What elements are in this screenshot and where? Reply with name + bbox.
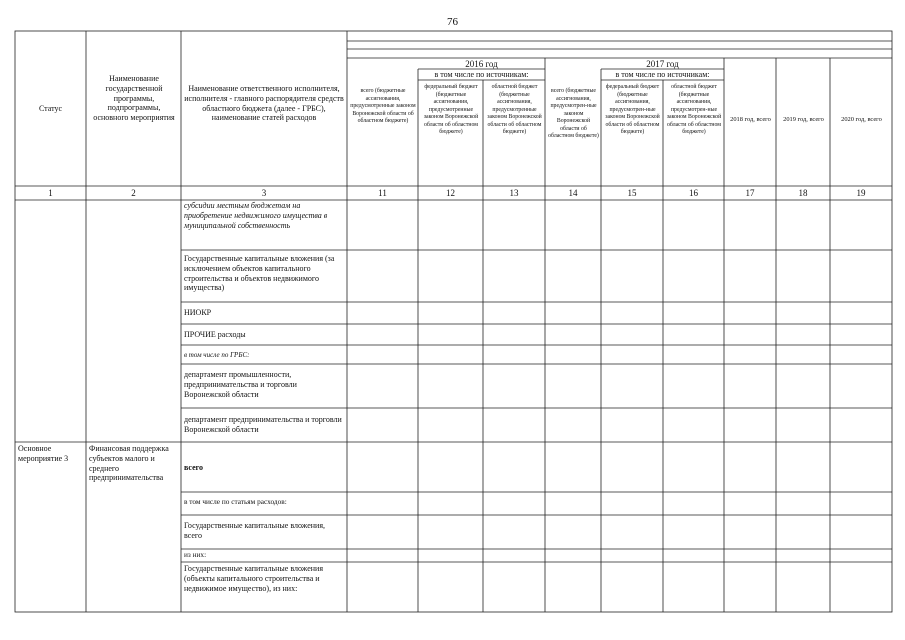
program-main-activity-3: Финансовая поддержка субъектов малого и среднего предпринимательства	[89, 444, 169, 483]
header-status: Статус	[38, 104, 63, 113]
row-capital-objects: Государственные капитальные вложения (объекты капитального строительства и недвижимое имущество), из них:	[184, 564, 324, 593]
row-dept-industry: департамент промышленности, предпринимательства и торговли Воронежской области	[184, 370, 297, 399]
row-of-them: из них:	[184, 550, 207, 559]
row-by-grbs: в том числе по ГРБС:	[184, 351, 250, 359]
row-capital-total: Государственные капитальные вложения, всего	[184, 521, 326, 540]
column-number: 14	[568, 188, 578, 198]
row-subsidies: субсидии местным бюджетам на приобретение недвижимого имущества в муниципальной собственность	[184, 201, 328, 230]
header-regional-2017: областной бюджет (бюджетные ассигнования, предусмотрен-ные законом Воронежской области об областном бюджете)	[666, 84, 722, 136]
column-number: 13	[509, 188, 519, 198]
header-2020: 2020 год, всего	[841, 116, 882, 123]
header-federal-2016: федеральный бюджет (бюджетные ассигнования, предусмотренные законом Воронежской области об областном бюджете)	[423, 84, 479, 136]
row-by-expense-items: в том числе по статьям расходов:	[184, 497, 287, 506]
page-number: 76	[447, 16, 458, 28]
header-total-2017: всего (бюджетные ассигнования, предусмотрен-ные законом Воронежской области об областном бюджете)	[548, 88, 599, 140]
header-year-2016: 2016 год	[465, 59, 498, 69]
header-program-name: Наименование государственной программы, подпрограммы, основного мероприятия	[93, 74, 175, 122]
column-number: 16	[689, 188, 698, 198]
header-executor-name: Наименование ответственного исполнителя, исполнителя - главного распорядителя средств областного бюджета (далее - ГРБС), наименование статей расходов	[184, 84, 344, 123]
column-number: 18	[798, 188, 808, 198]
column-number: 17	[745, 188, 755, 198]
status-main-activity-3: Основное мероприятие 3	[18, 444, 69, 463]
row-dept-entrepreneurship: департамент предпринимательства и торговли Воронежской области	[184, 415, 342, 434]
header-year-2017: 2017 год	[646, 59, 679, 69]
column-number: 3	[261, 188, 267, 198]
column-number: 11	[378, 188, 387, 198]
row-total: всего	[184, 463, 204, 472]
column-number: 12	[446, 188, 455, 198]
header-federal-2017: федеральный бюджет (бюджетные ассигнования, предусмотрен-ные законом Воронежской области об областном бюджете)	[605, 84, 660, 136]
column-number: 15	[627, 188, 637, 198]
header-regional-2016: областной бюджет (бюджетные ассигнования, предусмотренные законом Воронежской области об областном бюджете)	[487, 84, 542, 136]
header-2019: 2019 год, всего	[783, 116, 824, 123]
row-other: ПРОЧИЕ расходы	[184, 330, 246, 339]
header-total-2016: всего (бюджетные ассигнования, предусмотренные законом Воронежской области об областном бюджете)	[350, 88, 416, 125]
header-by-sources-2017: в том числе по источникам:	[615, 70, 710, 79]
header-by-sources-2016: в том числе по источникам:	[434, 70, 529, 79]
row-niokr: НИОКР	[184, 308, 212, 317]
row-capital-excl: Государственные капитальные вложения (за исключением объектов капитального строительства и объектов недвижимого имущества)	[184, 254, 335, 293]
column-number: 1	[48, 188, 53, 198]
header-2018: 2018 год, всего	[730, 116, 771, 123]
column-number: 2	[131, 188, 136, 198]
column-number: 19	[856, 188, 866, 198]
